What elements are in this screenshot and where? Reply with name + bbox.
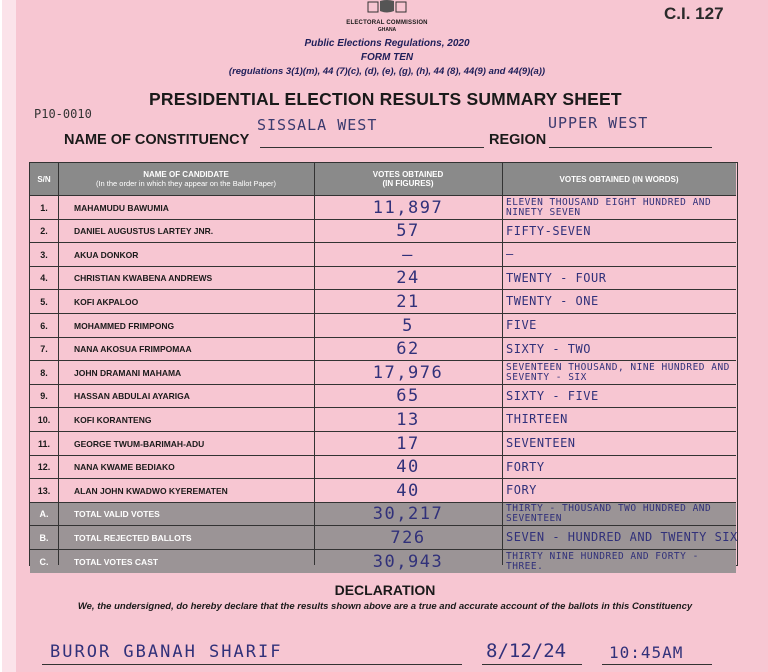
votes-words[interactable]: TWENTY - FOUR [506,270,607,285]
candidate-name: TOTAL REJECTED BALLOTS [74,532,192,543]
commission-name: ELECTORAL COMMISSION [346,20,428,26]
ci-number: C.I. 127 [664,4,724,23]
row-sn: 13. [37,485,51,496]
votes-figures[interactable]: 65 [396,386,420,407]
date-line [482,664,582,665]
votes-words[interactable]: FIVE [506,318,537,332]
sheet-code: P10-0010 [34,107,92,121]
candidate-name: GEORGE TWUM-BARIMAH-ADU [74,438,205,449]
votes-words[interactable]: SIXTY - FIVE [506,388,599,403]
row-sn: 8. [40,367,48,378]
table-row [30,266,736,290]
header-name [58,163,314,195]
votes-words[interactable]: SIXTY - TWO [506,341,591,356]
header-words: VOTES OBTAINED (IN WORDS) [559,174,679,184]
header-name-sub: (In the order in which they appear on the Ballot Paper) [95,179,277,188]
region-line [549,147,712,148]
header-figures [314,163,502,195]
table-header [30,163,736,195]
paper-edge [2,0,16,672]
row-sn: 2. [40,226,48,237]
total-row [30,525,736,549]
candidate-name: DANIEL AUGUSTUS LARTEY JNR. [74,226,214,237]
row-sn: 12. [37,462,51,473]
column-divider [502,163,503,565]
row-sn: 11. [37,438,50,449]
table-row [30,407,736,431]
votes-words[interactable]: FORY [506,483,537,498]
header-sn: S/N [37,174,51,184]
votes-figures[interactable]: 40 [396,480,420,501]
form-label: FORM TEN [360,52,414,63]
signature-time[interactable]: 10:45AM [609,643,684,662]
votes-words[interactable]: SEVEN - HUNDRED AND TWENTY SIX [506,530,738,545]
votes-words[interactable]: — [506,247,514,262]
declaration-text: We, the undersigned, do hereby declare that the results shown above are a true and accurate account of the ballots in this Constituency [77,601,693,612]
candidate-name: KOFI AKPALOO [74,296,139,307]
region-value[interactable]: UPPER WEST [548,114,649,132]
header-name-title: NAME OF CANDIDATE [143,170,229,179]
table-row [30,431,736,455]
row-sn: A. [39,509,49,520]
candidate-name: MAHAMUDU BAWUMIA [74,202,169,213]
votes-words[interactable]: THIRTY NINE HUNDRED AND FORTY - THREE. [506,550,699,572]
table-row [30,195,736,219]
regulations-title: Public Elections Regulations, 2020 [304,38,470,49]
table-row [30,337,736,361]
votes-figures[interactable]: 62 [396,339,420,360]
column-divider [58,163,59,565]
candidate-name: CHRISTIAN KWABENA ANDREWS [74,273,213,284]
votes-words[interactable]: THIRTEEN [506,412,568,427]
table-row [30,384,736,408]
table-row [30,478,736,502]
votes-words[interactable]: TWENTY - ONE [506,294,599,309]
results-table [29,162,738,572]
votes-words[interactable]: SEVENTEEN THOUSAND, NINE HUNDRED AND SEVENTY - SIX [506,361,730,383]
candidate-name: AKUA DONKOR [74,249,139,260]
votes-figures[interactable]: 57 [396,221,420,242]
row-sn: C. [39,556,49,567]
table-row [30,360,736,384]
votes-figures[interactable]: 17 [396,433,420,454]
candidate-name: MOHAMMED FRIMPONG [74,320,175,331]
header-figures-title: VOTES OBTAINED [372,170,444,179]
results-sheet [2,0,768,672]
page-title: PRESIDENTIAL ELECTION RESULTS SUMMARY SHEET [149,89,622,109]
coat-of-arms-icon [364,0,410,14]
column-divider [314,163,315,565]
table-row [30,219,736,243]
votes-figures[interactable]: 17,976 [372,362,444,383]
row-sn: 1. [40,202,48,213]
candidate-name: ALAN JOHN KWADWO KYEREMATEN [74,485,228,496]
votes-figures[interactable]: 5 [402,315,414,336]
votes-figures[interactable]: — [402,244,414,265]
signature-date[interactable]: 8/12/24 [486,640,567,662]
votes-figures[interactable]: 13 [396,409,420,430]
votes-figures[interactable]: 40 [396,457,420,478]
candidate-name: TOTAL VOTES CAST [74,556,159,567]
header-figures-sub: (IN FIGURES) [382,179,434,188]
votes-words[interactable]: THIRTY - THOUSAND TWO HUNDRED AND SEVENTEEN [506,503,712,525]
time-line [602,664,712,665]
votes-figures[interactable]: 30,217 [372,504,444,525]
votes-figures[interactable]: 21 [396,291,420,312]
candidate-name: HASSAN ABDULAI AYARIGA [74,391,190,402]
row-sn: 7. [40,344,48,355]
candidate-name: KOFI KORANTENG [74,414,152,425]
declaration-title: DECLARATION [334,582,436,598]
constituency-line [260,147,484,148]
total-row [30,549,736,573]
constituency-value[interactable]: SISSALA WEST [257,116,378,134]
row-sn: 3. [40,249,48,260]
votes-figures[interactable]: 726 [390,527,426,548]
table-row [30,242,736,266]
signature-line [42,664,462,665]
row-sn: 9. [40,391,48,402]
candidate-name: NANA AKOSUA FRIMPOMAA [74,344,192,355]
row-sn: 4. [40,273,48,284]
votes-figures[interactable]: 11,897 [372,197,444,218]
votes-figures[interactable]: 30,943 [372,551,444,572]
signatory-name[interactable]: BUROR GBANAH SHARIF [50,642,283,662]
candidate-name: NANA KWAME BEDIAKO [74,462,175,473]
votes-figures[interactable]: 24 [396,268,420,289]
regulations-reference: (regulations 3(1)(m), 44 (7)(c), (d), (e), (g), (h), 44 (8), 44(9) and 44(9)(a)) [228,66,546,77]
total-row [30,502,736,526]
candidate-name: JOHN DRAMANI MAHAMA [74,367,182,378]
table-row [30,313,736,337]
votes-words[interactable]: SEVENTEEN [506,436,576,450]
table-row [30,455,736,479]
candidate-name: TOTAL VALID VOTES [74,509,160,520]
row-sn: 5. [40,296,48,307]
region-label: REGION [489,132,547,148]
constituency-label: NAME OF CONSTITUENCY [64,132,250,148]
country-name: GHANA [377,27,397,33]
row-sn: 6. [40,320,48,331]
votes-words[interactable]: ELEVEN THOUSAND EIGHT HUNDRED AND NINETY SEVEN [506,196,712,218]
row-sn: B. [39,532,49,543]
table-row [30,289,736,313]
row-sn: 10. [37,414,51,425]
votes-words[interactable]: FIFTY-SEVEN [506,223,591,238]
votes-words[interactable]: FORTY [506,459,545,474]
